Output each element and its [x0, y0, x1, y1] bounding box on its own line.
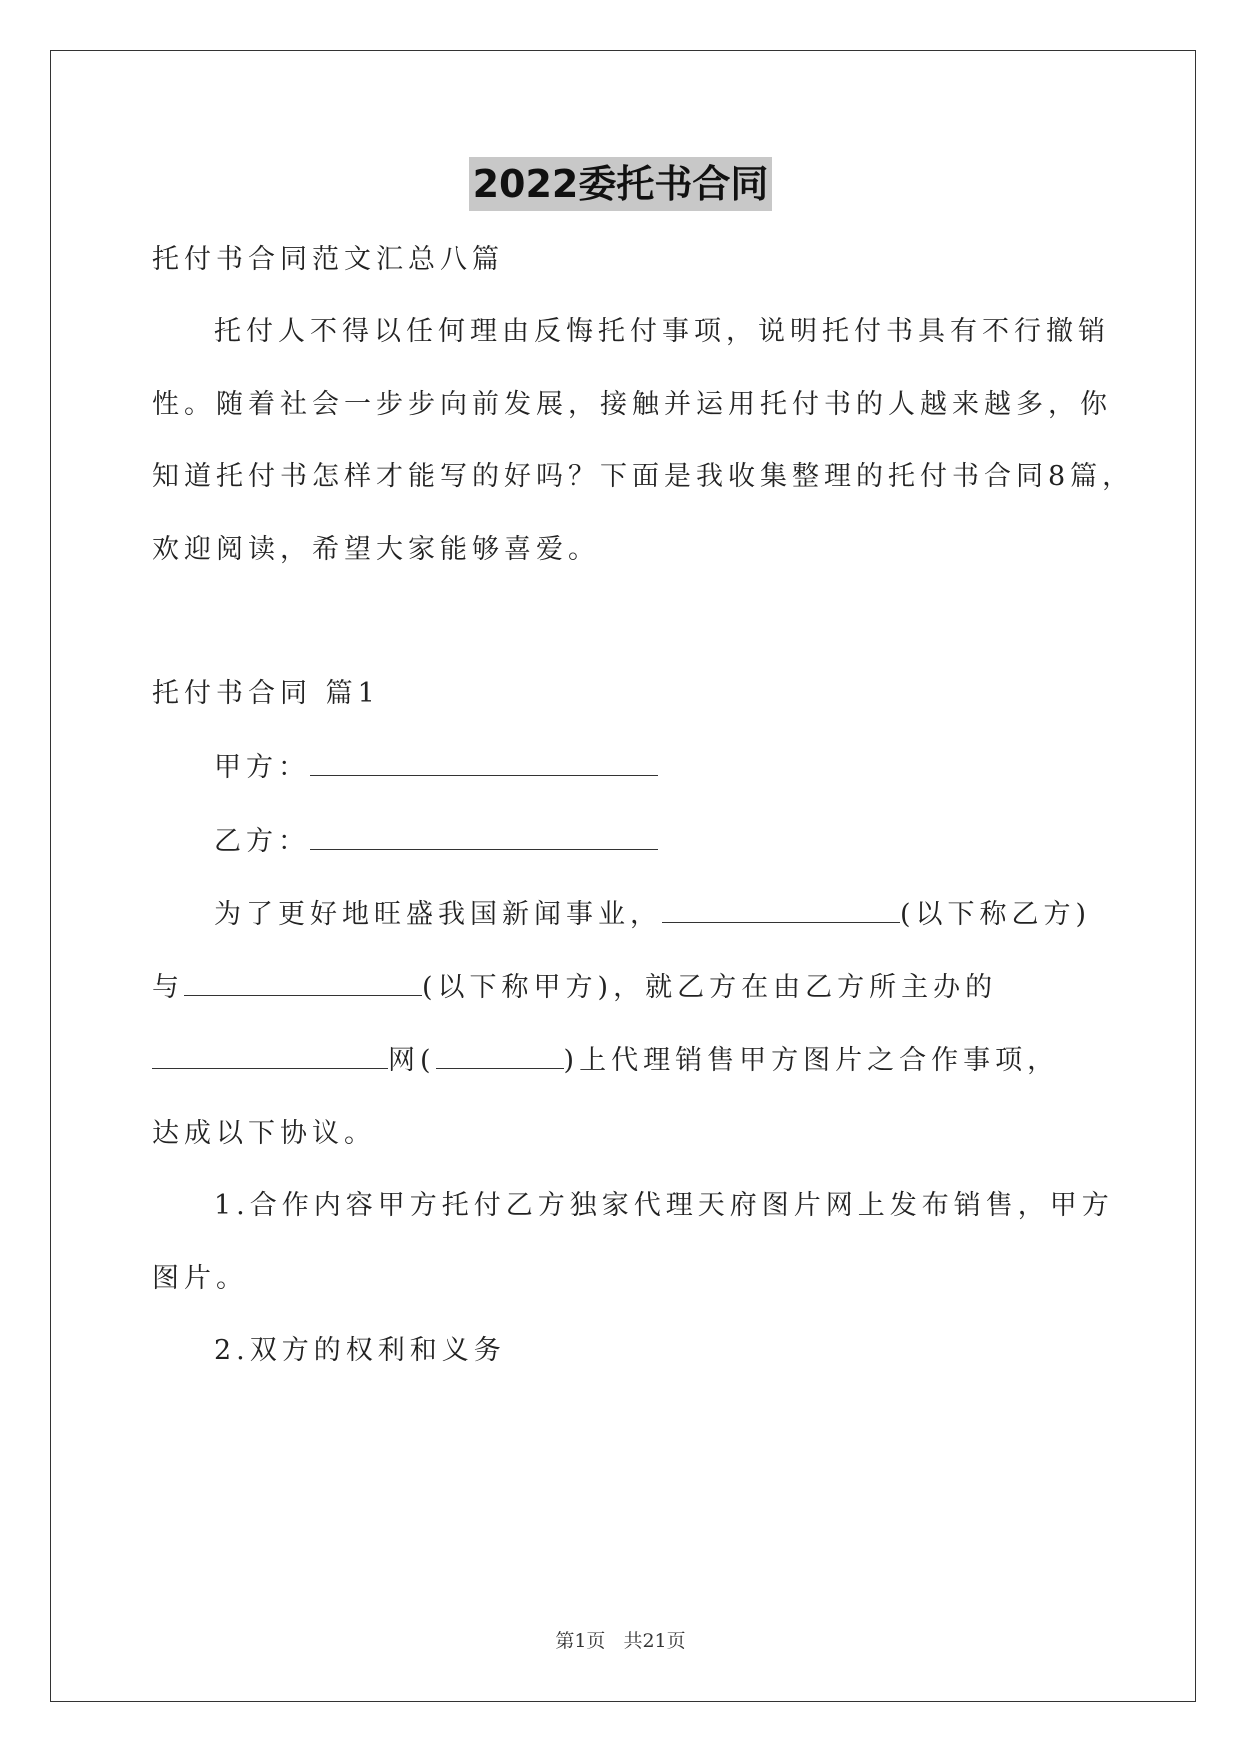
party-a-label: 甲方：	[214, 752, 310, 783]
party-b-line	[214, 822, 658, 862]
page-number: 第1页	[555, 1630, 606, 1652]
intro-line-1: 托付人不得以任何理由反悔托付事项，说明托付书具有不行撤销	[214, 316, 1110, 347]
para1-line-4: 达成以下协议。	[152, 1118, 376, 1149]
para1-l1-text: 为了更好地旺盛我国新闻事业，	[214, 899, 662, 930]
para1-line-1	[214, 895, 1091, 935]
blank-party-a-name	[184, 969, 422, 996]
page-border	[50, 50, 1196, 1702]
title-text: 2022委托书合同	[469, 157, 773, 211]
party-b-blank	[310, 823, 658, 850]
para1-l2-text: 与	[152, 972, 184, 1003]
page-total: 共21页	[623, 1630, 686, 1652]
section-heading: 托付书合同 篇1	[152, 678, 380, 709]
blank-site-url	[436, 1042, 564, 1069]
para1-l1-suffix: (以下称乙方)	[900, 899, 1092, 930]
party-a-line	[214, 748, 658, 788]
para1-l3-suffix: )上代理销售甲方图片之合作事项，	[563, 1045, 1060, 1076]
document-title	[0, 157, 1241, 217]
para1-l2-suffix: (以下称甲方)，就乙方在由乙方所主办的	[422, 972, 998, 1003]
intro-line-4: 欢迎阅读，希望大家能够喜爱。	[152, 534, 600, 565]
blank-party-b-name	[662, 896, 900, 923]
item2-line: 2.双方的权利和义务	[214, 1335, 506, 1366]
para1-line-3	[152, 1041, 1059, 1081]
blank-site-name	[152, 1042, 388, 1069]
page-footer	[0, 1626, 1241, 1653]
party-b-label: 乙方：	[214, 826, 310, 857]
party-a-blank	[310, 749, 658, 776]
para1-line-2	[152, 968, 997, 1008]
para1-l3-mid: 网(	[388, 1045, 436, 1076]
subtitle: 托付书合同范文汇总八篇	[152, 244, 504, 275]
intro-line-2: 性。随着社会一步步向前发展，接触并运用托付书的人越来越多，你	[152, 389, 1112, 420]
item1-line-2: 图片。	[152, 1263, 248, 1294]
intro-line-3: 知道托付书怎样才能写的好吗？下面是我收集整理的托付书合同8篇，	[152, 461, 1135, 492]
item1-line-1: 1.合作内容甲方托付乙方独家代理天府图片网上发布销售，甲方	[214, 1190, 1114, 1221]
